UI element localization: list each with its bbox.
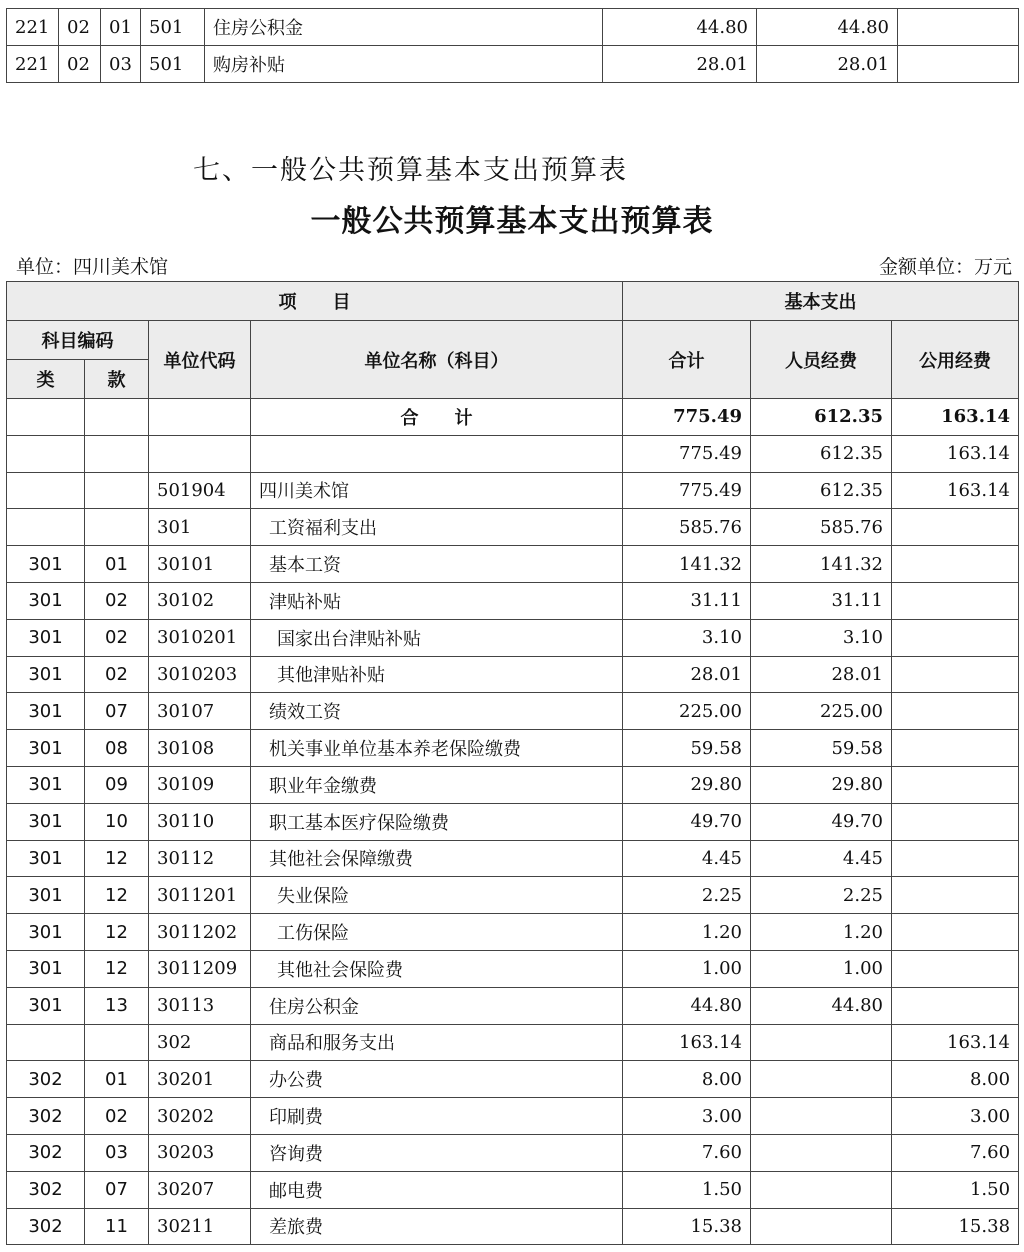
cell-kuan	[85, 399, 149, 436]
unit-label: 单位：四川美术馆	[16, 256, 169, 278]
cell-total: 585.76	[623, 509, 751, 546]
cell-unit-code: 30112	[149, 840, 251, 877]
cell-kuan: 01	[85, 546, 149, 583]
cell-unit-name: 职业年金缴费	[251, 766, 623, 803]
cell-kuan: 12	[85, 950, 149, 987]
table-row	[7, 435, 1019, 472]
cell-kuan: 02	[59, 9, 101, 46]
cell-total: 49.70	[623, 803, 751, 840]
table-row	[7, 1024, 1019, 1061]
cell-public	[892, 914, 1019, 951]
cell-unit-name: 失业保险	[251, 877, 623, 914]
cell-total: 3.10	[623, 619, 751, 656]
cell-lei	[7, 399, 85, 436]
cell-total: 141.32	[623, 546, 751, 583]
cell-unit-name: 基本工资	[251, 546, 623, 583]
cell-unit-code: 3011209	[149, 950, 251, 987]
header-subject-code: 科目编码	[7, 321, 149, 360]
cell-total: 775.49	[623, 472, 751, 509]
basic-expenditure-table	[6, 281, 1019, 1245]
section-heading: 七、一般公共预算基本支出预算表	[193, 155, 628, 186]
cell-personnel	[751, 1171, 892, 1208]
table-row	[7, 1098, 1019, 1135]
cell-unit-code: 30101	[149, 546, 251, 583]
cell-unit-code: 30211	[149, 1208, 251, 1245]
cell-lei: 301	[7, 840, 85, 877]
header-basic-expenditure: 基本支出	[623, 282, 1019, 321]
cell-total: 15.38	[623, 1208, 751, 1245]
cell-lei: 301	[7, 656, 85, 693]
cell-public	[892, 509, 1019, 546]
cell-public	[898, 46, 1019, 83]
table-row	[7, 987, 1019, 1024]
cell-unit-name: 其他社会保险费	[251, 950, 623, 987]
cell-public	[892, 950, 1019, 987]
cell-unit-code: 30107	[149, 693, 251, 730]
cell-kuan	[85, 509, 149, 546]
cell-kuan: 07	[85, 693, 149, 730]
cell-kuan: 12	[85, 914, 149, 951]
cell-unit-name: 工资福利支出	[251, 509, 623, 546]
previous-table-tail	[6, 8, 1019, 83]
table-row	[7, 9, 1019, 46]
table-row	[7, 1061, 1019, 1098]
cell-unit-code: 30207	[149, 1171, 251, 1208]
table-row	[7, 546, 1019, 583]
cell-lei: 301	[7, 619, 85, 656]
cell-personnel: 29.80	[751, 766, 892, 803]
cell-public	[892, 840, 1019, 877]
cell-personnel: 612.35	[751, 435, 892, 472]
cell-unit-name: 职工基本医疗保险缴费	[251, 803, 623, 840]
cell-lei: 301	[7, 693, 85, 730]
cell-personnel	[751, 1208, 892, 1245]
cell-total: 8.00	[623, 1061, 751, 1098]
cell-personnel: 28.01	[757, 46, 898, 83]
cell-total: 163.14	[623, 1024, 751, 1061]
header-lei: 类	[7, 360, 85, 399]
cell-total: 44.80	[603, 9, 757, 46]
cell-lei	[7, 1024, 85, 1061]
cell-public	[892, 730, 1019, 767]
cell-unit-name: 津贴补贴	[251, 582, 623, 619]
cell-personnel: 31.11	[751, 582, 892, 619]
cell-unit-code: 30201	[149, 1061, 251, 1098]
cell-unit-code: 3010201	[149, 619, 251, 656]
cell-personnel: 59.58	[751, 730, 892, 767]
cell-unit-name: 工伤保险	[251, 914, 623, 951]
table-row	[7, 399, 1019, 436]
cell-total: 225.00	[623, 693, 751, 730]
cell-unit-code: 30203	[149, 1134, 251, 1171]
cell-public	[892, 582, 1019, 619]
table-row	[7, 582, 1019, 619]
table-row	[7, 950, 1019, 987]
cell-kuan: 13	[85, 987, 149, 1024]
cell-kuan: 11	[85, 1208, 149, 1245]
cell-public: 3.00	[892, 1098, 1019, 1135]
cell-kuan: 12	[85, 840, 149, 877]
table-row	[7, 509, 1019, 546]
cell-personnel: 141.32	[751, 546, 892, 583]
cell-public: 1.50	[892, 1171, 1019, 1208]
cell-total: 775.49	[623, 399, 751, 436]
cell-public	[892, 546, 1019, 583]
cell-personnel	[751, 1098, 892, 1135]
cell-total: 2.25	[623, 877, 751, 914]
cell-public: 163.14	[892, 472, 1019, 509]
table-header	[7, 282, 1019, 399]
cell-lei: 301	[7, 914, 85, 951]
cell-public	[892, 987, 1019, 1024]
cell-code: 501	[141, 9, 205, 46]
cell-unit-code: 30102	[149, 582, 251, 619]
table-row	[7, 766, 1019, 803]
cell-unit-code: 3010203	[149, 656, 251, 693]
cell-unit-code: 30202	[149, 1098, 251, 1135]
table-row	[7, 803, 1019, 840]
cell-personnel: 612.35	[751, 472, 892, 509]
cell-personnel: 585.76	[751, 509, 892, 546]
cell-total: 7.60	[623, 1134, 751, 1171]
header-unit-name: 单位名称（科目）	[251, 321, 623, 399]
table-row	[7, 1171, 1019, 1208]
cell-xiang: 01	[101, 9, 141, 46]
table-row	[7, 877, 1019, 914]
cell-kuan: 02	[85, 1098, 149, 1135]
cell-kuan: 12	[85, 877, 149, 914]
cell-personnel	[751, 1134, 892, 1171]
cell-public	[898, 9, 1019, 46]
cell-personnel: 44.80	[757, 9, 898, 46]
cell-personnel	[751, 1061, 892, 1098]
cell-public	[892, 803, 1019, 840]
table-row	[7, 914, 1019, 951]
cell-unit-name: 印刷费	[251, 1098, 623, 1135]
header-personnel: 人员经费	[751, 321, 892, 399]
cell-personnel: 1.20	[751, 914, 892, 951]
cell-unit-name: 咨询费	[251, 1134, 623, 1171]
cell-personnel: 2.25	[751, 877, 892, 914]
cell-unit-name: 商品和服务支出	[251, 1024, 623, 1061]
cell-public: 15.38	[892, 1208, 1019, 1245]
cell-personnel: 225.00	[751, 693, 892, 730]
cell-unit-code: 301	[149, 509, 251, 546]
cell-unit-code: 501904	[149, 472, 251, 509]
cell-total: 1.00	[623, 950, 751, 987]
cell-total: 1.50	[623, 1171, 751, 1208]
header-unit-code: 单位代码	[149, 321, 251, 399]
cell-personnel: 3.10	[751, 619, 892, 656]
cell-code: 501	[141, 46, 205, 83]
cell-total: 44.80	[623, 987, 751, 1024]
cell-public: 7.60	[892, 1134, 1019, 1171]
cell-unit-name: 机关事业单位基本养老保险缴费	[251, 730, 623, 767]
cell-public: 163.14	[892, 435, 1019, 472]
cell-unit-name: 差旅费	[251, 1208, 623, 1245]
cell-lei: 302	[7, 1134, 85, 1171]
table-row	[7, 656, 1019, 693]
cell-public	[892, 877, 1019, 914]
table-row	[7, 619, 1019, 656]
table-title: 一般公共预算基本支出预算表	[310, 204, 714, 239]
cell-unit-code: 30113	[149, 987, 251, 1024]
cell-unit-code: 30108	[149, 730, 251, 767]
cell-total: 28.01	[603, 46, 757, 83]
cell-personnel: 4.45	[751, 840, 892, 877]
cell-lei: 301	[7, 546, 85, 583]
cell-total: 28.01	[623, 656, 751, 693]
cell-kuan	[85, 435, 149, 472]
cell-public	[892, 619, 1019, 656]
cell-unit-code	[149, 399, 251, 436]
cell-kuan: 07	[85, 1171, 149, 1208]
cell-personnel: 49.70	[751, 803, 892, 840]
cell-unit-code: 3011201	[149, 877, 251, 914]
cell-personnel: 28.01	[751, 656, 892, 693]
cell-unit-code: 30110	[149, 803, 251, 840]
cell-lei: 302	[7, 1208, 85, 1245]
cell-public	[892, 766, 1019, 803]
cell-total: 29.80	[623, 766, 751, 803]
cell-unit-name	[251, 435, 623, 472]
cell-kuan: 03	[85, 1134, 149, 1171]
cell-lei: 301	[7, 582, 85, 619]
cell-lei: 301	[7, 766, 85, 803]
cell-lei: 221	[7, 46, 59, 83]
cell-unit-name: 其他津贴补贴	[251, 656, 623, 693]
table-row	[7, 472, 1019, 509]
cell-unit-name: 办公费	[251, 1061, 623, 1098]
cell-kuan: 02	[85, 582, 149, 619]
cell-kuan: 01	[85, 1061, 149, 1098]
cell-name: 住房公积金	[205, 9, 603, 46]
header-public: 公用经费	[892, 321, 1019, 399]
cell-lei: 301	[7, 950, 85, 987]
cell-lei	[7, 435, 85, 472]
cell-unit-name: 四川美术馆	[251, 472, 623, 509]
cell-public: 8.00	[892, 1061, 1019, 1098]
cell-lei: 301	[7, 987, 85, 1024]
header-total: 合计	[623, 321, 751, 399]
cell-lei: 301	[7, 803, 85, 840]
table-row	[7, 693, 1019, 730]
cell-public: 163.14	[892, 399, 1019, 436]
cell-total: 31.11	[623, 582, 751, 619]
cell-lei: 221	[7, 9, 59, 46]
cell-lei: 302	[7, 1098, 85, 1135]
cell-unit-code: 3011202	[149, 914, 251, 951]
cell-public: 163.14	[892, 1024, 1019, 1061]
cell-kuan: 02	[85, 619, 149, 656]
table-row	[7, 730, 1019, 767]
cell-kuan	[85, 1024, 149, 1061]
cell-unit-name: 其他社会保障缴费	[251, 840, 623, 877]
cell-unit-name: 绩效工资	[251, 693, 623, 730]
table-body	[7, 399, 1019, 1245]
cell-lei	[7, 472, 85, 509]
cell-unit-name: 合 计	[251, 399, 623, 436]
cell-unit-name: 住房公积金	[251, 987, 623, 1024]
cell-personnel: 1.00	[751, 950, 892, 987]
cell-total: 4.45	[623, 840, 751, 877]
cell-public	[892, 693, 1019, 730]
cell-unit-name: 国家出台津贴补贴	[251, 619, 623, 656]
table-row	[7, 1208, 1019, 1245]
cell-unit-name: 邮电费	[251, 1171, 623, 1208]
cell-kuan: 10	[85, 803, 149, 840]
cell-kuan: 02	[85, 656, 149, 693]
cell-xiang: 03	[101, 46, 141, 83]
cell-personnel: 44.80	[751, 987, 892, 1024]
cell-lei: 301	[7, 877, 85, 914]
cell-personnel: 612.35	[751, 399, 892, 436]
table-row	[7, 1134, 1019, 1171]
cell-name: 购房补贴	[205, 46, 603, 83]
cell-unit-code: 30109	[149, 766, 251, 803]
header-project: 项 目	[7, 282, 623, 321]
cell-total: 59.58	[623, 730, 751, 767]
table-row	[7, 840, 1019, 877]
table-row	[7, 46, 1019, 83]
cell-public	[892, 656, 1019, 693]
amount-unit-label: 金额单位：万元	[878, 256, 1012, 278]
cell-kuan: 08	[85, 730, 149, 767]
cell-kuan: 02	[59, 46, 101, 83]
cell-lei	[7, 509, 85, 546]
cell-unit-code: 302	[149, 1024, 251, 1061]
cell-lei: 302	[7, 1061, 85, 1098]
header-kuan: 款	[85, 360, 149, 399]
cell-kuan: 09	[85, 766, 149, 803]
cell-total: 3.00	[623, 1098, 751, 1135]
cell-total: 1.20	[623, 914, 751, 951]
cell-personnel	[751, 1024, 892, 1061]
cell-lei: 302	[7, 1171, 85, 1208]
cell-lei: 301	[7, 730, 85, 767]
cell-total: 775.49	[623, 435, 751, 472]
cell-kuan	[85, 472, 149, 509]
cell-unit-code	[149, 435, 251, 472]
